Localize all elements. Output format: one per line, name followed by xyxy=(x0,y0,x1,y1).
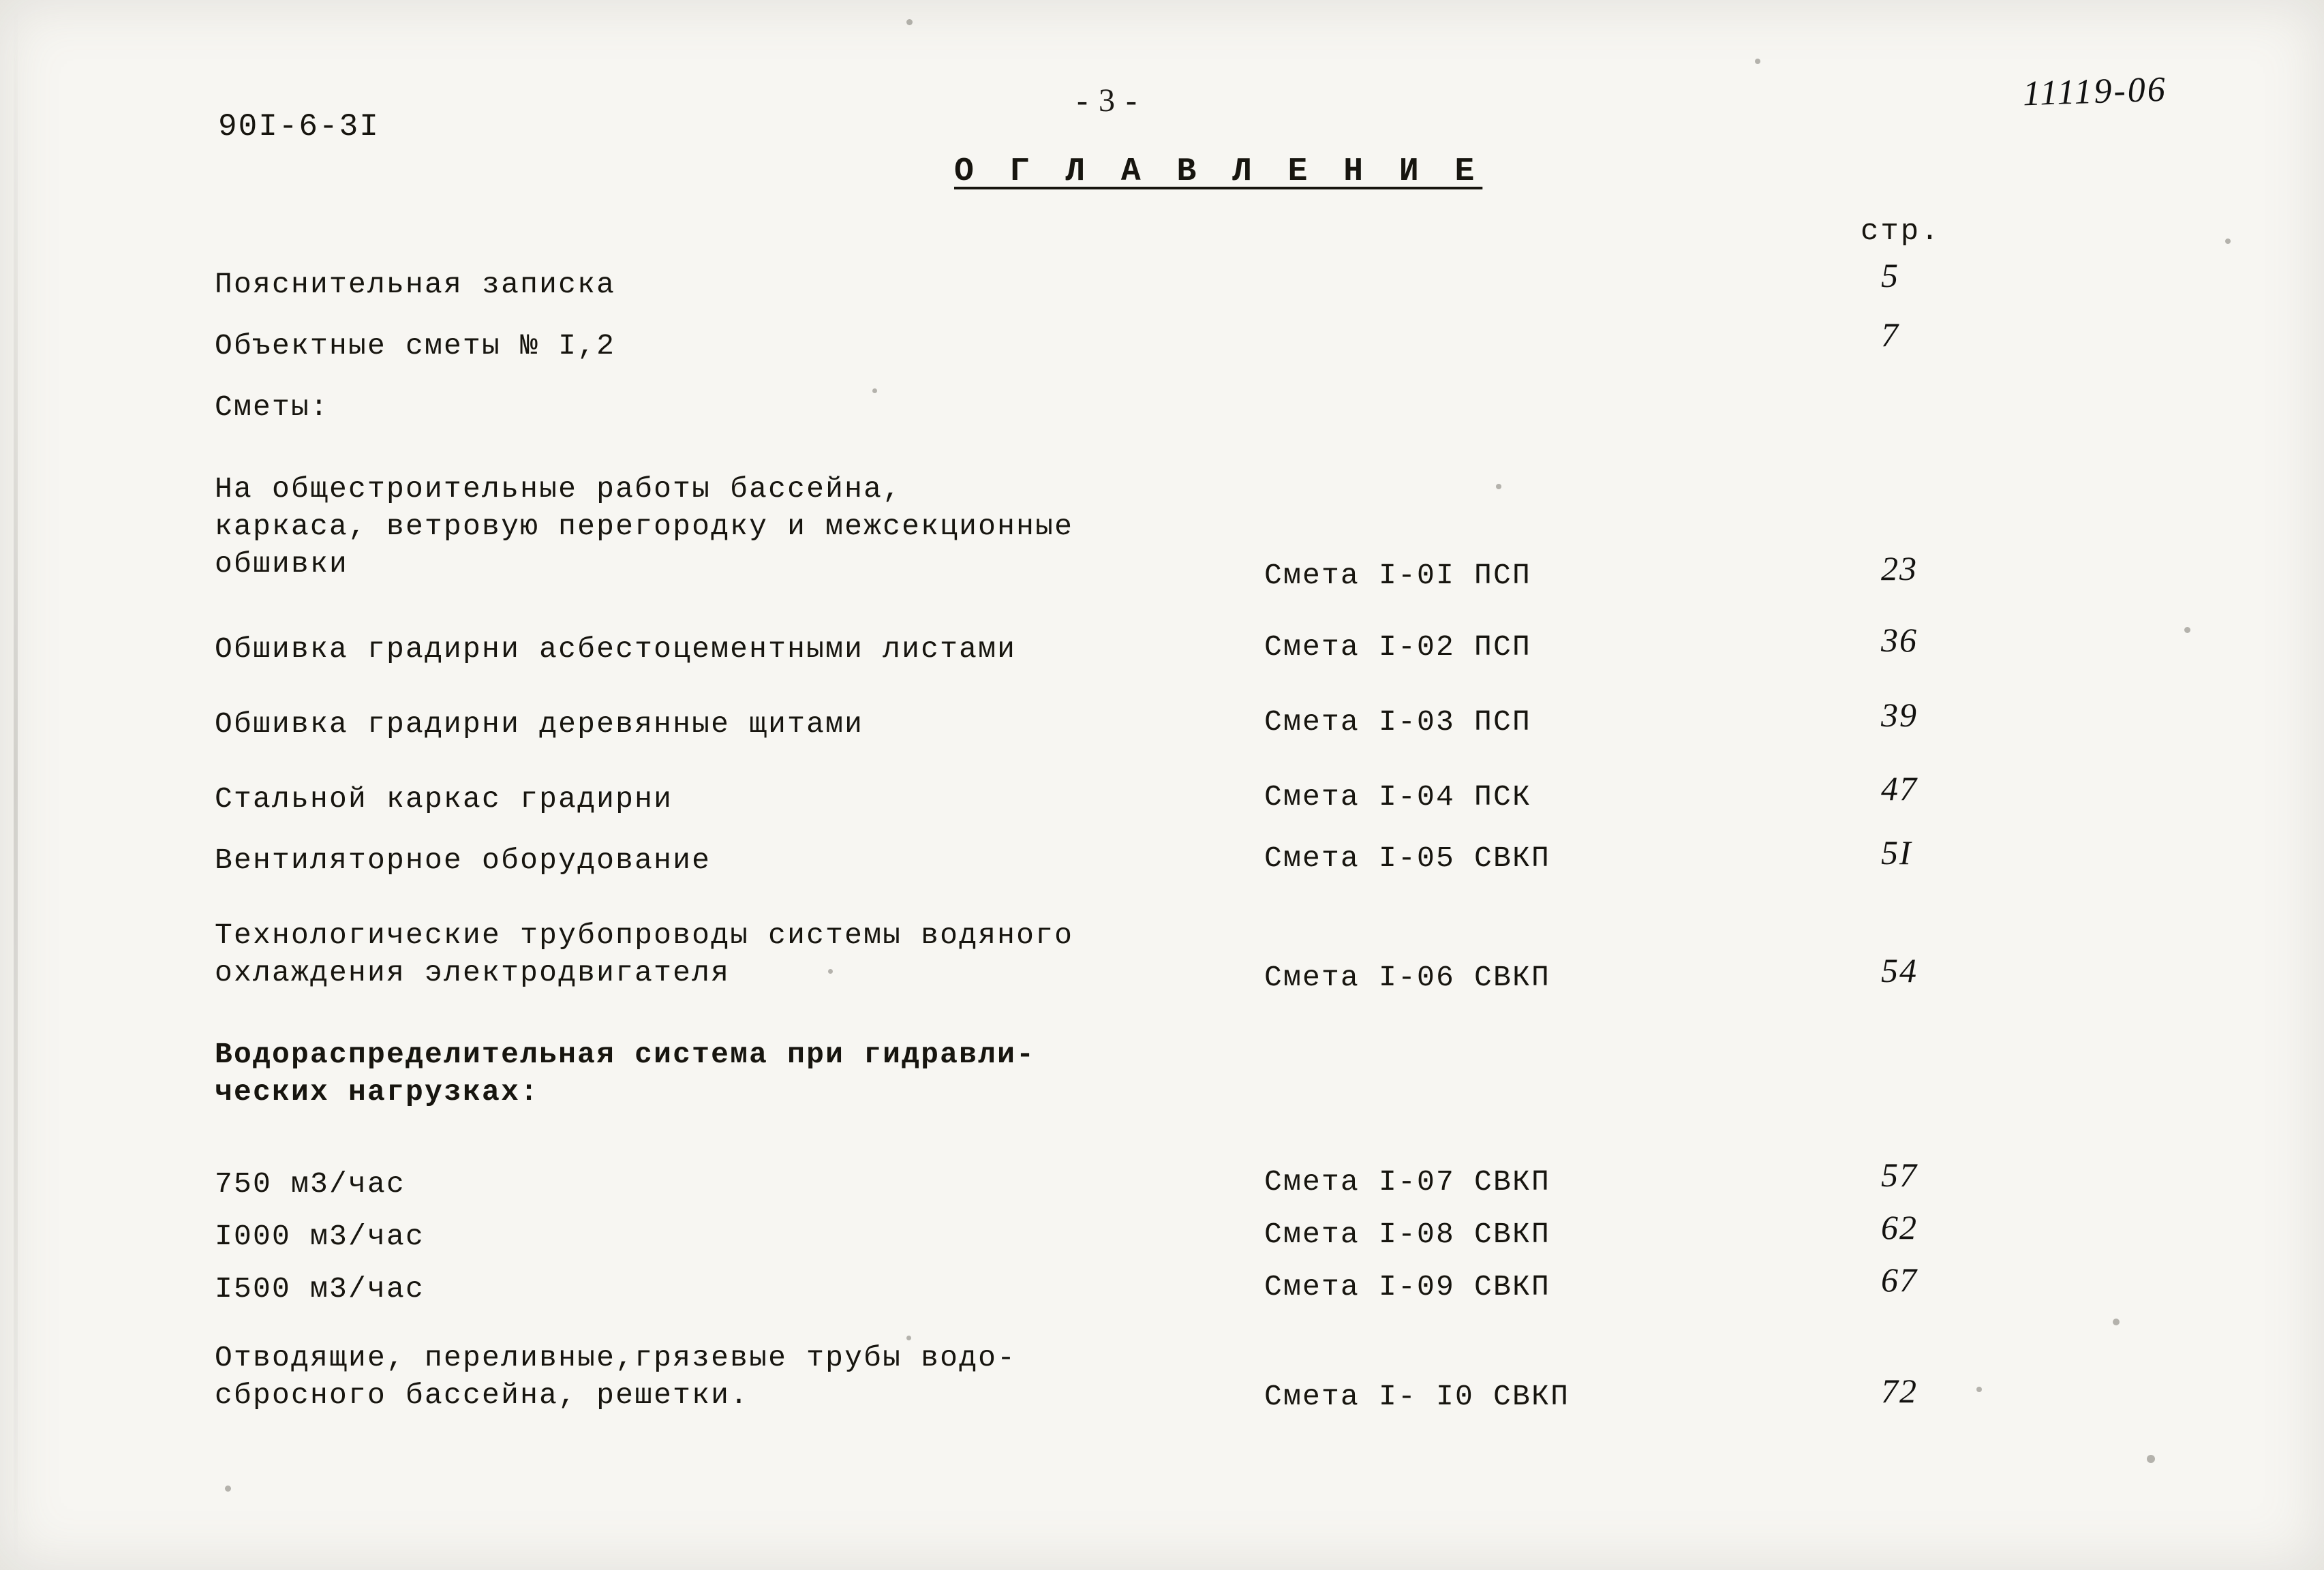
page-column-header: стр. xyxy=(1861,215,1941,249)
toc-entry-label xyxy=(215,705,863,743)
toc-entry-page-number: 5 xyxy=(1881,256,1899,294)
toc-entry-label-line: Водораспределительная система при гидравли- xyxy=(215,1038,1036,1071)
toc-entry-label xyxy=(215,1270,425,1308)
toc-entry-label-line: Пояснительная записка xyxy=(215,268,616,301)
document-code: 90I-6-3I xyxy=(218,109,380,144)
toc-entry-reference: Смета I-07 СВКП xyxy=(1264,1165,1551,1199)
toc-entry-page-number: 36 xyxy=(1881,621,1918,659)
toc-entry-page-number: 23 xyxy=(1881,549,1918,587)
toc-entry-reference: Смета I- I0 СВКП xyxy=(1264,1380,1570,1413)
toc-entry-label-line: I000 м3/час xyxy=(215,1220,425,1253)
toc-entry-label-line: Объектные сметы № I,2 xyxy=(215,329,616,363)
toc-entry-label-line: обшивки xyxy=(215,547,349,581)
toc-entry-label xyxy=(215,1339,1016,1414)
toc-entry-label xyxy=(215,630,1016,668)
toc-entry-label-line: Обшивка градирни асбестоцементными листами xyxy=(215,632,1017,666)
toc-entry-label xyxy=(215,388,329,426)
toc-entry-label-line: Вентиляторное оборудование xyxy=(215,844,712,877)
toc-entry-label xyxy=(215,842,711,879)
toc-entry-label xyxy=(215,1036,1035,1111)
toc-entry-label xyxy=(215,1218,425,1255)
toc-entry-page-number: 7 xyxy=(1881,315,1899,354)
toc-entry-page-number: 5I xyxy=(1881,833,1912,872)
toc-entry-label-line: 750 м3/час xyxy=(215,1167,406,1201)
toc-entry-label-line: I500 м3/час xyxy=(215,1272,425,1306)
toc-entry-label-line: Технологические трубопроводы системы водяного xyxy=(215,919,1074,952)
toc-entry-page-number: 39 xyxy=(1881,696,1918,734)
toc-entry-reference: Смета I-04 ПСК xyxy=(1264,780,1532,814)
toc-entry-label-line: ческих нагрузках: xyxy=(215,1075,540,1109)
toc-entry-label-line: Стальной каркас градирни xyxy=(215,782,673,816)
toc-entry-label xyxy=(215,327,615,365)
toc-entry-label xyxy=(215,780,673,818)
toc-entry-label-line: На общестроительные работы бассейна, xyxy=(215,472,902,506)
toc-entry-label-line: каркаса, ветровую перегородку и межсекционные xyxy=(215,510,1074,544)
page-title: О Г Л А В Л Е Н И Е xyxy=(954,153,1483,190)
toc-entry-page-number: 54 xyxy=(1881,951,1918,989)
toc-entry-label-line: Обшивка градирни деревянные щитами xyxy=(215,707,864,741)
toc-entry-label-line: Сметы: xyxy=(215,390,330,424)
toc-entry-page-number: 57 xyxy=(1881,1156,1918,1194)
page-marker: - 3 - xyxy=(1077,82,1138,119)
toc-entry-label xyxy=(215,470,1073,583)
toc-entry-label-line: охлаждения электродвигателя xyxy=(215,956,731,990)
toc-entry-page-number: 72 xyxy=(1881,1372,1918,1410)
toc-entry-label xyxy=(215,266,615,303)
toc-entry-label xyxy=(215,917,1073,991)
toc-entry-reference: Смета I-08 СВКП xyxy=(1264,1218,1551,1251)
toc-entry-page-number: 62 xyxy=(1881,1208,1918,1246)
toc-entry-reference: Смета I-05 СВКП xyxy=(1264,842,1551,875)
toc-entry-label-line: Отводящие, переливные,грязевые трубы водо- xyxy=(215,1341,1017,1374)
toc-entry-reference: Смета I-06 СВКП xyxy=(1264,961,1551,994)
toc-entry-label-line: сбросного бассейна, решетки. xyxy=(215,1379,750,1413)
toc-entry-reference: Смета I-03 ПСП xyxy=(1264,705,1532,739)
toc-entry-page-number: 47 xyxy=(1881,769,1918,807)
toc-entry-page-number: 67 xyxy=(1881,1261,1918,1299)
toc-entry-label xyxy=(215,1165,406,1203)
handwritten-archive-number: 11119-06 xyxy=(2022,70,2168,114)
toc-entry-reference: Смета I-09 СВКП xyxy=(1264,1270,1551,1304)
toc-entry-reference: Смета I-0I ПСП xyxy=(1264,559,1532,592)
toc-entry-reference: Смета I-02 ПСП xyxy=(1264,630,1532,664)
